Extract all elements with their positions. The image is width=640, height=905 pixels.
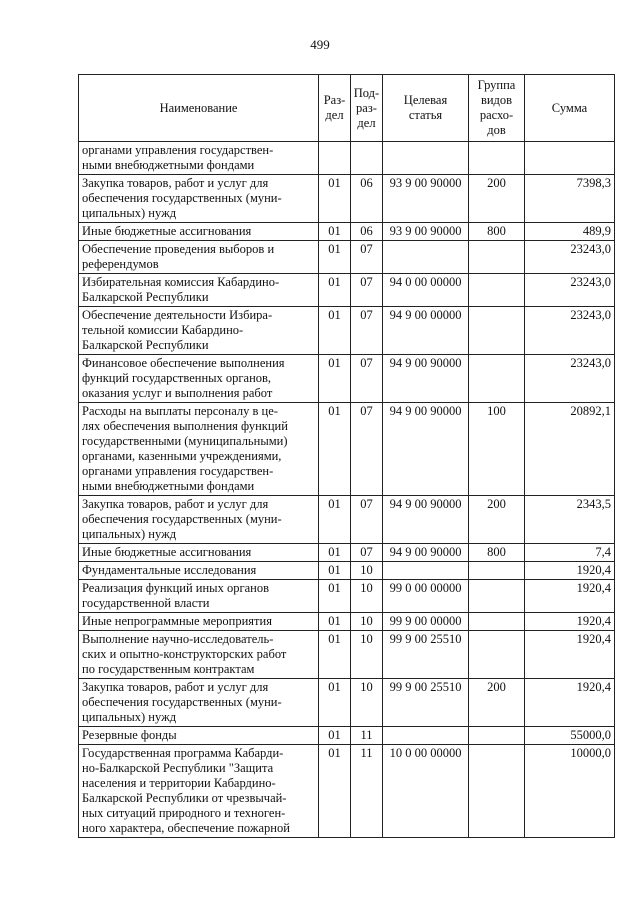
- cell-group: [469, 631, 525, 679]
- header-target: Целевая статья: [383, 75, 469, 142]
- cell-target: 99 9 00 00000: [383, 613, 469, 631]
- cell-section: 01: [319, 745, 351, 838]
- table-row: [79, 745, 615, 838]
- cell-subsection: 07: [351, 496, 383, 544]
- cell-name: органами управления государствен- ными внебюджетными фондами: [79, 142, 319, 175]
- cell-group: [469, 727, 525, 745]
- cell-name: Финансовое обеспечение выполнения функций государственных органов, оказания услуг и выполнения работ: [79, 355, 319, 403]
- cell-group: [469, 745, 525, 838]
- cell-sum: [525, 142, 615, 175]
- table-row: [79, 223, 615, 241]
- cell-group: 100: [469, 403, 525, 496]
- cell-section: 01: [319, 223, 351, 241]
- cell-name: Обеспечение деятельности Избира- тельной комиссии Кабардино- Балкарской Республики: [79, 307, 319, 355]
- cell-sum: 1920,4: [525, 580, 615, 613]
- cell-target: [383, 562, 469, 580]
- cell-group: 200: [469, 175, 525, 223]
- cell-subsection: 07: [351, 241, 383, 274]
- cell-name: Выполнение научно-исследователь- ских и опытно-конструкторских работ по государственным контрактам: [79, 631, 319, 679]
- cell-target: 94 9 00 90000: [383, 496, 469, 544]
- cell-name: Фундаментальные исследования: [79, 562, 319, 580]
- cell-group: [469, 580, 525, 613]
- table-row: [79, 274, 615, 307]
- cell-subsection: 10: [351, 631, 383, 679]
- header-section: Раз- дел: [319, 75, 351, 142]
- cell-subsection: 07: [351, 403, 383, 496]
- table-row: [79, 241, 615, 274]
- cell-group: [469, 307, 525, 355]
- cell-target: 99 9 00 25510: [383, 679, 469, 727]
- table-body: [79, 142, 615, 838]
- cell-sum: 7398,3: [525, 175, 615, 223]
- cell-name: Реализация функций иных органов государственной власти: [79, 580, 319, 613]
- cell-target: [383, 727, 469, 745]
- cell-sum: 2343,5: [525, 496, 615, 544]
- header-group: Группа видов расхо- дов: [469, 75, 525, 142]
- cell-section: 01: [319, 679, 351, 727]
- cell-group: 800: [469, 544, 525, 562]
- cell-section: 01: [319, 544, 351, 562]
- cell-target: [383, 241, 469, 274]
- cell-sum: 10000,0: [525, 745, 615, 838]
- cell-target: 94 9 00 90000: [383, 403, 469, 496]
- table-row: [79, 544, 615, 562]
- cell-subsection: 07: [351, 544, 383, 562]
- cell-sum: 23243,0: [525, 307, 615, 355]
- cell-name: Государственная программа Кабарди- но-Балкарской Республики "Защита населения и территории Кабардино- Балкарской Республики от чрезвычай- ных ситуаций природного и техноген- ного характера, обеспечение пожарной: [79, 745, 319, 838]
- header-subsection: Под- раз- дел: [351, 75, 383, 142]
- table-row: [79, 679, 615, 727]
- cell-sum: 1920,4: [525, 631, 615, 679]
- cell-target: 99 9 00 25510: [383, 631, 469, 679]
- table-row: [79, 496, 615, 544]
- cell-sum: 7,4: [525, 544, 615, 562]
- cell-target: 10 0 00 00000: [383, 745, 469, 838]
- cell-target: 94 9 00 00000: [383, 307, 469, 355]
- cell-sum: 23243,0: [525, 274, 615, 307]
- cell-sum: 55000,0: [525, 727, 615, 745]
- table-row: [79, 142, 615, 175]
- cell-sum: 23243,0: [525, 355, 615, 403]
- cell-target: 94 0 00 00000: [383, 274, 469, 307]
- cell-name: Иные бюджетные ассигнования: [79, 544, 319, 562]
- budget-table: [78, 74, 615, 838]
- cell-section: 01: [319, 307, 351, 355]
- cell-subsection: 10: [351, 580, 383, 613]
- cell-section: [319, 142, 351, 175]
- cell-name: Иные бюджетные ассигнования: [79, 223, 319, 241]
- cell-group: [469, 562, 525, 580]
- cell-target: 94 9 00 90000: [383, 355, 469, 403]
- cell-section: 01: [319, 580, 351, 613]
- cell-name: Резервные фонды: [79, 727, 319, 745]
- cell-subsection: 06: [351, 223, 383, 241]
- cell-group: 200: [469, 679, 525, 727]
- header-sum: Сумма: [525, 75, 615, 142]
- table-row: [79, 580, 615, 613]
- table-row: [79, 727, 615, 745]
- cell-name: Закупка товаров, работ и услуг для обеспечения государственных (муни- ципальных) нужд: [79, 496, 319, 544]
- table-row: [79, 613, 615, 631]
- cell-subsection: 10: [351, 562, 383, 580]
- cell-sum: 1920,4: [525, 613, 615, 631]
- cell-section: 01: [319, 355, 351, 403]
- cell-target: 94 9 00 90000: [383, 544, 469, 562]
- cell-subsection: 07: [351, 355, 383, 403]
- cell-name: Иные непрограммные мероприятия: [79, 613, 319, 631]
- cell-sum: 1920,4: [525, 679, 615, 727]
- table-row: [79, 355, 615, 403]
- cell-target: 93 9 00 90000: [383, 175, 469, 223]
- cell-section: 01: [319, 274, 351, 307]
- cell-group: 200: [469, 496, 525, 544]
- cell-name: Расходы на выплаты персоналу в це- лях обеспечения выполнения функций государственными (муниципальными) органами, казенными учреждениями, органами управления государствен- ными внебюджетными фондами: [79, 403, 319, 496]
- table-row: [79, 403, 615, 496]
- cell-sum: 489,9: [525, 223, 615, 241]
- cell-section: 01: [319, 175, 351, 223]
- cell-name: Закупка товаров, работ и услуг для обеспечения государственных (муни- ципальных) нужд: [79, 175, 319, 223]
- cell-group: [469, 142, 525, 175]
- table-row: [79, 562, 615, 580]
- cell-subsection: 11: [351, 727, 383, 745]
- cell-target: [383, 142, 469, 175]
- cell-name: Избирательная комиссия Кабардино- Балкарской Республики: [79, 274, 319, 307]
- cell-subsection: 07: [351, 274, 383, 307]
- table-row: [79, 631, 615, 679]
- table-row: [79, 307, 615, 355]
- cell-section: 01: [319, 496, 351, 544]
- cell-group: 800: [469, 223, 525, 241]
- cell-subsection: 06: [351, 175, 383, 223]
- cell-subsection: [351, 142, 383, 175]
- cell-subsection: 11: [351, 745, 383, 838]
- cell-sum: 23243,0: [525, 241, 615, 274]
- cell-group: [469, 613, 525, 631]
- cell-group: [469, 355, 525, 403]
- cell-sum: 20892,1: [525, 403, 615, 496]
- cell-section: 01: [319, 562, 351, 580]
- cell-group: [469, 241, 525, 274]
- cell-section: 01: [319, 241, 351, 274]
- cell-section: 01: [319, 631, 351, 679]
- cell-target: 99 0 00 00000: [383, 580, 469, 613]
- cell-section: 01: [319, 403, 351, 496]
- page-number: 499: [310, 37, 330, 52]
- cell-name: Закупка товаров, работ и услуг для обеспечения государственных (муни- ципальных) нужд: [79, 679, 319, 727]
- cell-subsection: 07: [351, 307, 383, 355]
- cell-section: 01: [319, 613, 351, 631]
- header-name: Наименование: [79, 75, 319, 142]
- cell-sum: 1920,4: [525, 562, 615, 580]
- table-header: [79, 75, 615, 142]
- cell-subsection: 10: [351, 679, 383, 727]
- cell-subsection: 10: [351, 613, 383, 631]
- table-row: [79, 175, 615, 223]
- cell-target: 93 9 00 90000: [383, 223, 469, 241]
- cell-group: [469, 274, 525, 307]
- cell-name: Обеспечение проведения выборов и референдумов: [79, 241, 319, 274]
- cell-section: 01: [319, 727, 351, 745]
